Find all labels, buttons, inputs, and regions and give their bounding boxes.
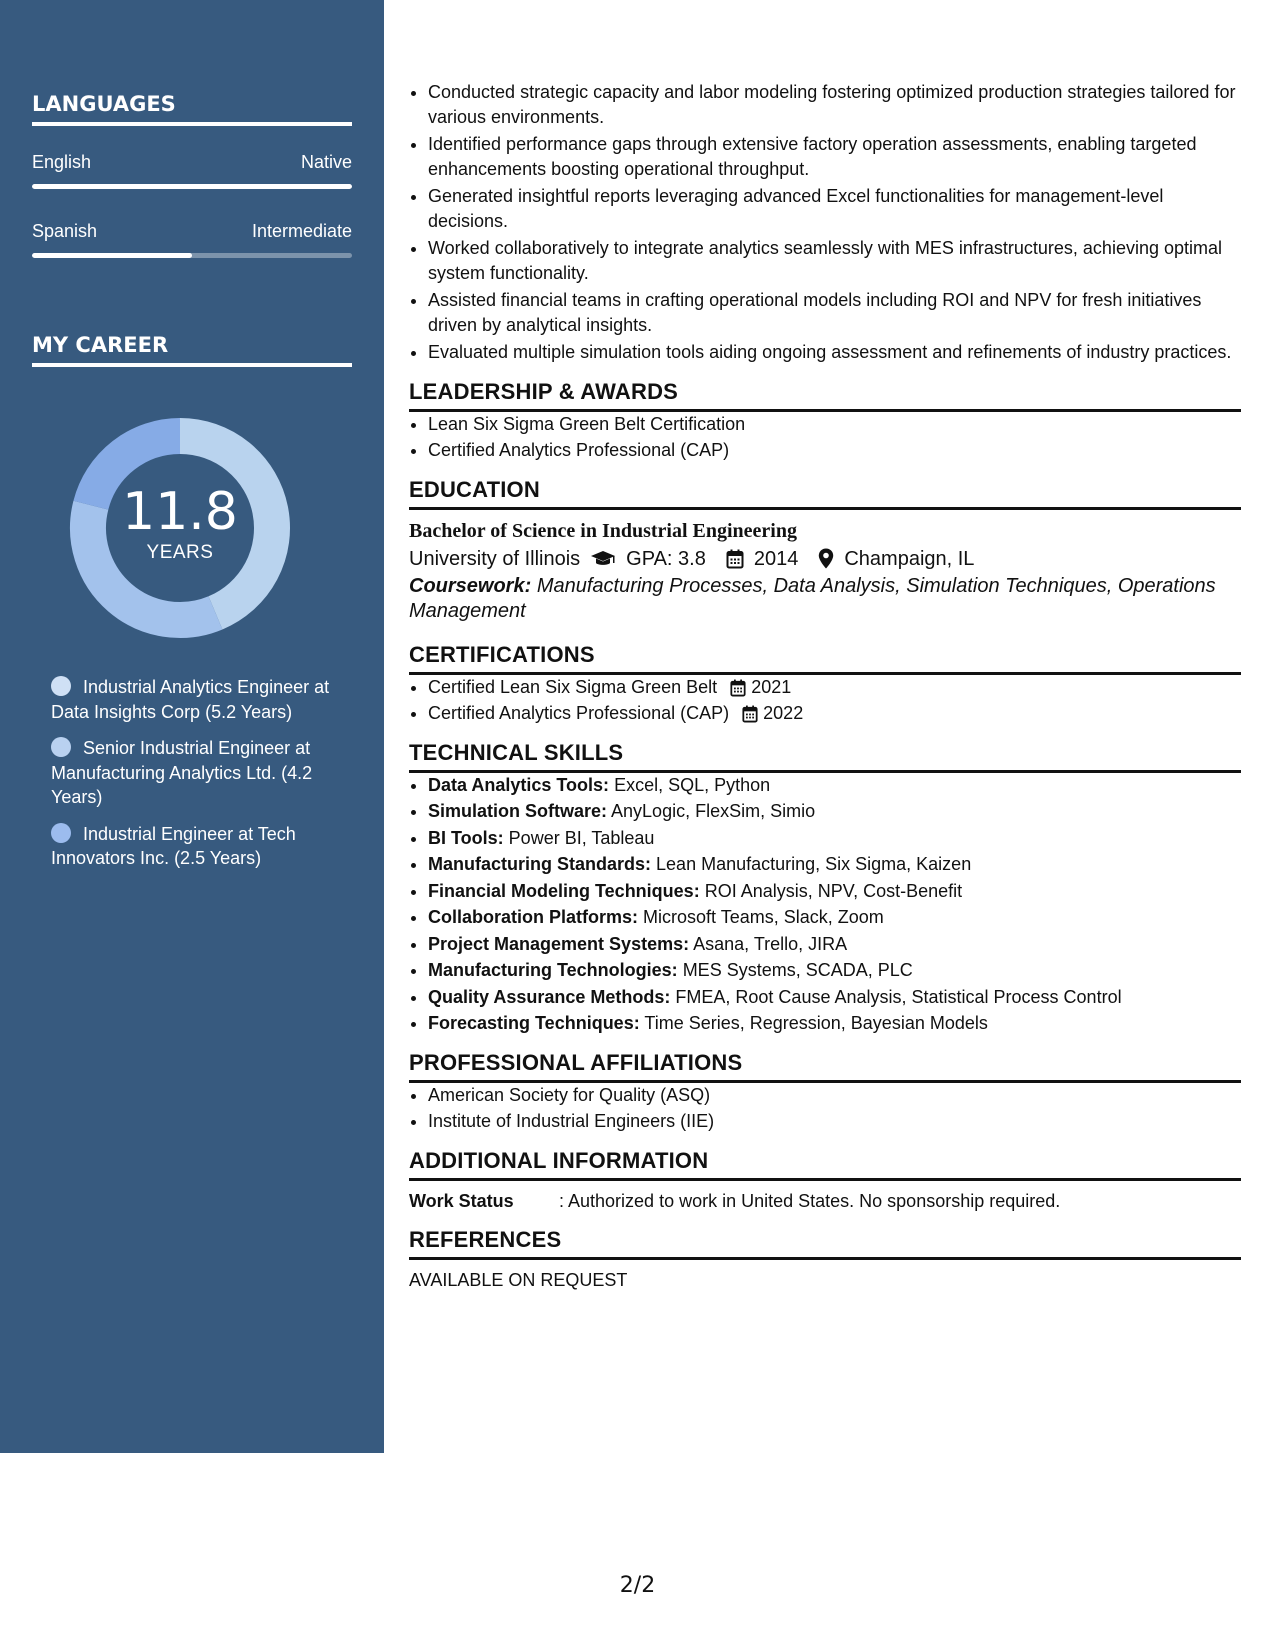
affiliations-section	[409, 1050, 1241, 1134]
coursework-label: Coursework:	[409, 574, 532, 597]
certification-year: 2022	[763, 703, 804, 723]
page-number: 2/2	[619, 1573, 656, 1598]
experience-bullet: • Conducted strategic capacity and labor modeling fostering optimized production strategies tailored for various environments.	[428, 80, 1241, 129]
awards-list	[409, 412, 1241, 463]
skill-label: BI Tools:	[428, 827, 504, 848]
work-status-value: : Authorized to work in United States. No sponsorship required.	[559, 1190, 1061, 1211]
skill-label: Manufacturing Technologies:	[428, 960, 678, 980]
location-pin-icon	[818, 548, 834, 569]
language-row-english	[32, 152, 352, 173]
work-status-label: Work Status	[409, 1190, 514, 1211]
education-section	[409, 477, 1241, 624]
certification-item	[428, 675, 1241, 700]
language-level: Native	[300, 152, 352, 172]
skill-item	[428, 905, 1241, 930]
career-item	[51, 736, 341, 810]
skill-value: Power BI, Tableau	[508, 827, 655, 848]
language-bar-spanish	[32, 253, 352, 258]
affiliation-item: • American Society for Quality (ASQ)	[428, 1083, 1241, 1108]
affiliations-list	[409, 1083, 1241, 1134]
experience-bullet: • Assisted financial teams in crafting operational models including ROI and NPV for fresh initiatives driven by analytical insights.	[428, 288, 1241, 337]
skill-label: Data Analytics Tools:	[428, 774, 610, 795]
affiliations-title: PROFESSIONAL AFFILIATIONS	[409, 1050, 1241, 1083]
skill-value: Asana, Trello, JIRA	[693, 933, 848, 954]
skill-label: Quality Assurance Methods:	[428, 986, 671, 1007]
skills-title: TECHNICAL SKILLS	[409, 740, 1241, 773]
skill-label: Forecasting Techniques:	[428, 1013, 640, 1033]
skill-item	[428, 1011, 1241, 1036]
skill-label: Financial Modeling Techniques:	[428, 880, 700, 901]
certifications-section	[409, 642, 1241, 726]
career-total-years: 11.8	[122, 482, 238, 542]
certification-item	[428, 701, 1241, 726]
career-item-text: Industrial Analytics Engineer at Data Insights Corp (5.2 Years)	[51, 677, 330, 722]
references-section	[409, 1227, 1241, 1292]
skill-item	[428, 879, 1241, 904]
language-bar-fill	[32, 184, 352, 189]
career-legend-dot	[51, 737, 71, 757]
language-name: Spanish	[32, 221, 98, 241]
skill-value: Microsoft Teams, Slack, Zoom	[643, 907, 884, 927]
education-gpa: GPA: 3.8	[626, 547, 706, 570]
main-content	[409, 80, 1241, 1292]
experience-bullet: • Identified performance gaps through extensive factory operation assessments, enabling targeted enhancements boosting operational throughput.	[428, 132, 1241, 181]
career-item-text: Industrial Engineer at Tech Innovators Inc. (2.5 Years)	[51, 823, 296, 868]
experience-bullets	[409, 80, 1241, 365]
career-legend-dot	[51, 823, 71, 843]
language-row-spanish	[32, 221, 352, 242]
calendar-icon	[726, 549, 744, 569]
skill-value: ROI Analysis, NPV, Cost-Benefit	[704, 880, 963, 901]
skill-item	[428, 852, 1241, 877]
skill-label: Simulation Software:	[428, 801, 608, 821]
education-coursework	[409, 574, 1241, 624]
references-title: REFERENCES	[409, 1227, 1241, 1260]
certification-name: Certified Lean Six Sigma Green Belt	[428, 676, 718, 697]
career-donut-chart	[67, 415, 293, 641]
education-entry	[409, 518, 1241, 624]
additional-info-title: ADDITIONAL INFORMATION	[409, 1148, 1241, 1181]
coursework-text: Manufacturing Processes, Data Analysis, Simulation Techniques, Operations Management	[409, 574, 1216, 622]
skill-value: Excel, SQL, Python	[614, 774, 771, 795]
education-school: University of Illinois	[409, 547, 581, 570]
education-title: EDUCATION	[409, 477, 1241, 510]
award-item: • Lean Six Sigma Green Belt Certification	[428, 412, 1241, 437]
skill-item	[428, 826, 1241, 851]
language-name: English	[32, 152, 92, 172]
education-details	[409, 544, 1241, 574]
certification-year: 2021	[751, 676, 792, 697]
career-item	[51, 822, 341, 871]
skill-value: MES Systems, SCADA, PLC	[682, 960, 913, 980]
language-bar-fill	[32, 253, 192, 258]
skill-item	[428, 958, 1241, 983]
certification-name: Certified Analytics Professional (CAP)	[428, 703, 730, 723]
career-legend-dot	[51, 676, 71, 696]
career-total-unit: YEARS	[146, 542, 214, 563]
skill-item	[428, 773, 1241, 798]
education-degree: Bachelor of Science in Industrial Engineering	[409, 519, 797, 542]
skills-list	[409, 773, 1241, 1036]
skill-item	[428, 985, 1241, 1010]
language-bar-english	[32, 184, 352, 189]
skill-label: Project Management Systems:	[428, 933, 690, 954]
experience-bullet: • Worked collaboratively to integrate analytics seamlessly with MES infrastructures, achieving optimal system functionality.	[428, 236, 1241, 285]
skill-label: Manufacturing Standards:	[428, 854, 652, 874]
career-item-text: Senior Industrial Engineer at Manufacturing Analytics Ltd. (4.2 Years)	[51, 738, 313, 807]
sidebar	[0, 0, 384, 1453]
education-location: Champaign, IL	[844, 547, 975, 570]
awards-section	[409, 379, 1241, 463]
career-item	[51, 675, 341, 724]
education-year: 2014	[753, 547, 799, 570]
skills-section	[409, 740, 1241, 1036]
skill-label: Collaboration Platforms:	[428, 907, 639, 927]
additional-info-section	[409, 1148, 1241, 1213]
skill-value: Lean Manufacturing, Six Sigma, Kaizen	[656, 854, 972, 874]
skill-value: FMEA, Root Cause Analysis, Statistical Process Control	[675, 986, 1122, 1007]
award-item: • Certified Analytics Professional (CAP)	[428, 438, 1241, 463]
certifications-list	[409, 675, 1241, 726]
references-text: AVAILABLE ON REQUEST	[409, 1269, 628, 1290]
work-status-row	[409, 1189, 1241, 1213]
skill-item	[428, 932, 1241, 957]
graduation-cap-icon	[590, 550, 616, 568]
skill-item	[428, 799, 1241, 824]
certifications-title: CERTIFICATIONS	[409, 642, 1241, 675]
language-level: Intermediate	[251, 221, 352, 241]
calendar-icon	[730, 679, 746, 697]
career-list	[51, 675, 341, 883]
experience-bullet: • Generated insightful reports leveraging advanced Excel functionalities for management-level decisions.	[428, 184, 1241, 233]
calendar-icon	[742, 705, 758, 723]
languages-heading: LANGUAGES	[32, 92, 352, 126]
affiliation-item: • Institute of Industrial Engineers (IIE)	[428, 1109, 1241, 1134]
experience-bullet: • Evaluated multiple simulation tools aiding ongoing assessment and refinements of industry practices.	[428, 340, 1241, 365]
skill-value: AnyLogic, FlexSim, Simio	[611, 801, 816, 821]
awards-title: LEADERSHIP & AWARDS	[409, 379, 1241, 412]
career-heading: MY CAREER	[32, 333, 352, 367]
career-donut-center	[67, 415, 293, 641]
skill-value: Time Series, Regression, Bayesian Models	[644, 1013, 988, 1033]
